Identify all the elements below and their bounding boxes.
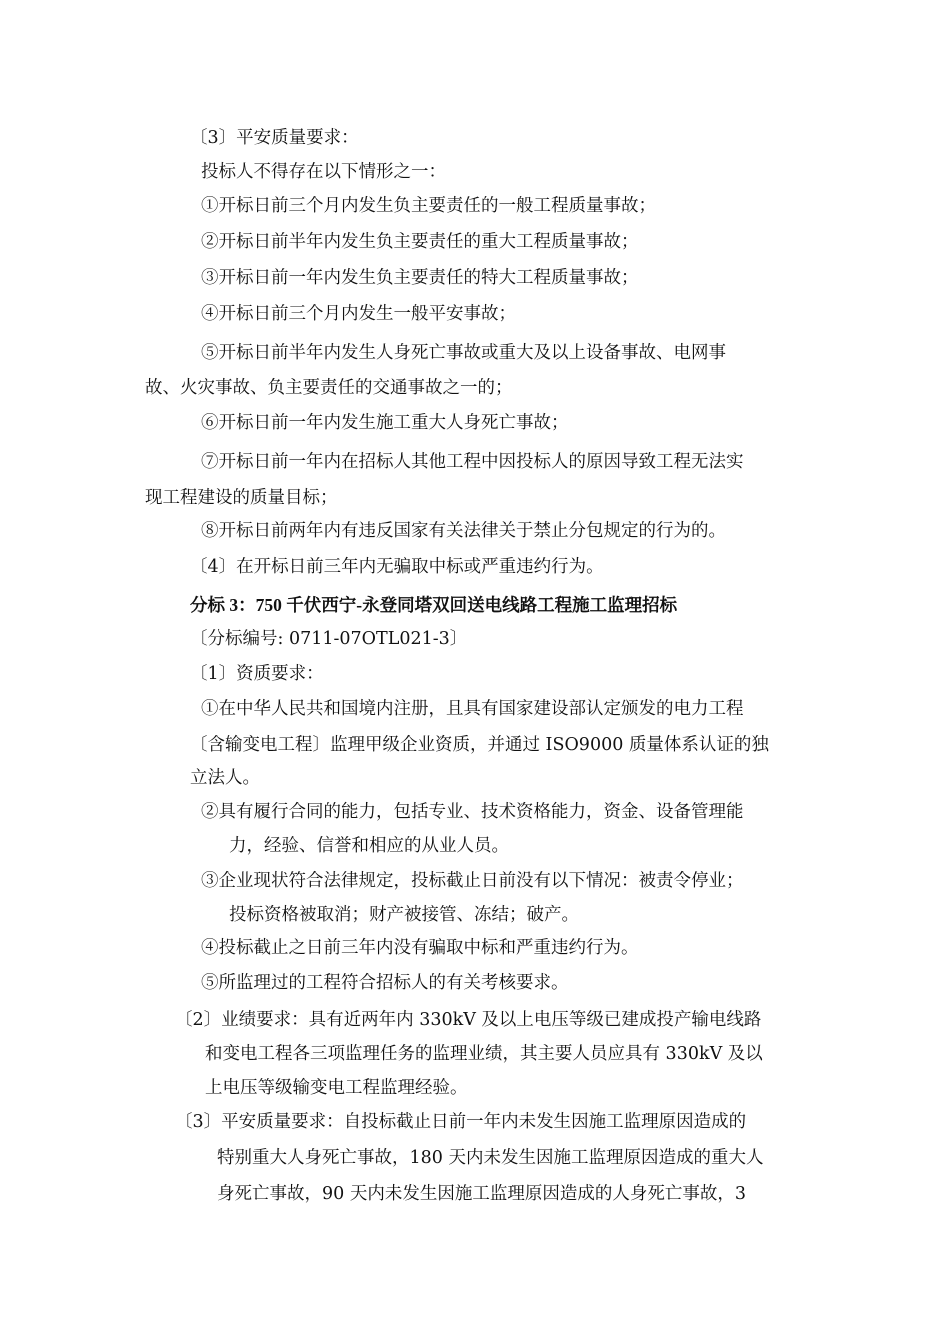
list-item: ②具有履行合同的能力，包括专业、技术资格能力，资金、设备管理能 — [201, 802, 744, 822]
paragraph-continuation: 和变电工程各三项监理任务的监理业绩，其主要人员应具有 330kV 及以 — [205, 1044, 763, 1064]
paragraph-continuation: 特别重大人身死亡事故，180 天内未发生因施工监理原因造成的重大人 — [217, 1148, 764, 1168]
list-item: ⑥开标日前一年内发生施工重大人身死亡事故； — [201, 413, 569, 433]
paragraph-line: 投标人不得存在以下情形之一： — [201, 162, 446, 182]
section-heading: 〔2〕业绩要求：具有近两年内 330kV 及以上电压等级已建成投产输电线路 — [175, 1010, 762, 1030]
list-item-continuation: 现工程建设的质量目标； — [145, 488, 338, 508]
section-heading: 〔3〕平安质量要求： — [190, 128, 359, 148]
list-item: ②开标日前半年内发生负主要责任的重大工程质量事故； — [201, 232, 639, 252]
list-item: ⑤开标日前半年内发生人身死亡事故或重大及以上设备事故、电网事 — [201, 343, 726, 363]
list-item-continuation: 故、火灾事故、负主要责任的交通事故之一的； — [145, 378, 513, 398]
lot-title: 分标 3：750 千伏西宁-永登同塔双回送电线路工程施工监理招标 — [190, 595, 678, 615]
section-heading: 〔3〕平安质量要求：自投标截止日前一年内未发生因施工监理原因造成的 — [175, 1112, 747, 1132]
paragraph-continuation: 上电压等级输变电工程监理经验。 — [205, 1078, 468, 1098]
paragraph-continuation: 身死亡事故，90 天内未发生因施工监理原因造成的人身死亡事故，3 — [217, 1184, 746, 1204]
lot-number: 〔分标编号: 0711-07OTL021-3〕 — [190, 629, 468, 649]
list-item: ⑦开标日前一年内在招标人其他工程中因投标人的原因导致工程无法实 — [201, 452, 744, 472]
list-item: ④开标日前三个月内发生一般平安事故； — [201, 304, 516, 324]
list-item: ①开标日前三个月内发生负主要责任的一般工程质量事故； — [201, 196, 656, 216]
section-heading: 〔4〕在开标日前三年内无骗取中标或严重违约行为。 — [190, 557, 604, 577]
list-item-continuation: 投标资格被取消；财产被接管、冻结；破产。 — [229, 905, 579, 925]
list-item-continuation: 〔含输变电工程〕监理甲级企业资质，并通过 ISO9000 质量体系认证的独 — [190, 735, 769, 755]
list-item: ⑤所监理过的工程符合招标人的有关考核要求。 — [201, 973, 569, 993]
list-item-continuation: 力，经验、信誉和相应的从业人员。 — [229, 836, 509, 856]
list-item: ③开标日前一年内发生负主要责任的特大工程质量事故； — [201, 268, 639, 288]
list-item: ④投标截止之日前三年内没有骗取中标和严重违约行为。 — [201, 938, 639, 958]
list-item: ③企业现状符合法律规定，投标截止日前没有以下情况：被责令停业； — [201, 871, 744, 891]
list-item-continuation: 立法人。 — [190, 768, 260, 788]
list-item: ①在中华人民共和国境内注册，且具有国家建设部认定颁发的电力工程 — [201, 699, 744, 719]
section-heading: 〔1〕资质要求： — [190, 664, 324, 684]
list-item: ⑧开标日前两年内有违反国家有关法律关于禁止分包规定的行为的。 — [201, 521, 726, 541]
